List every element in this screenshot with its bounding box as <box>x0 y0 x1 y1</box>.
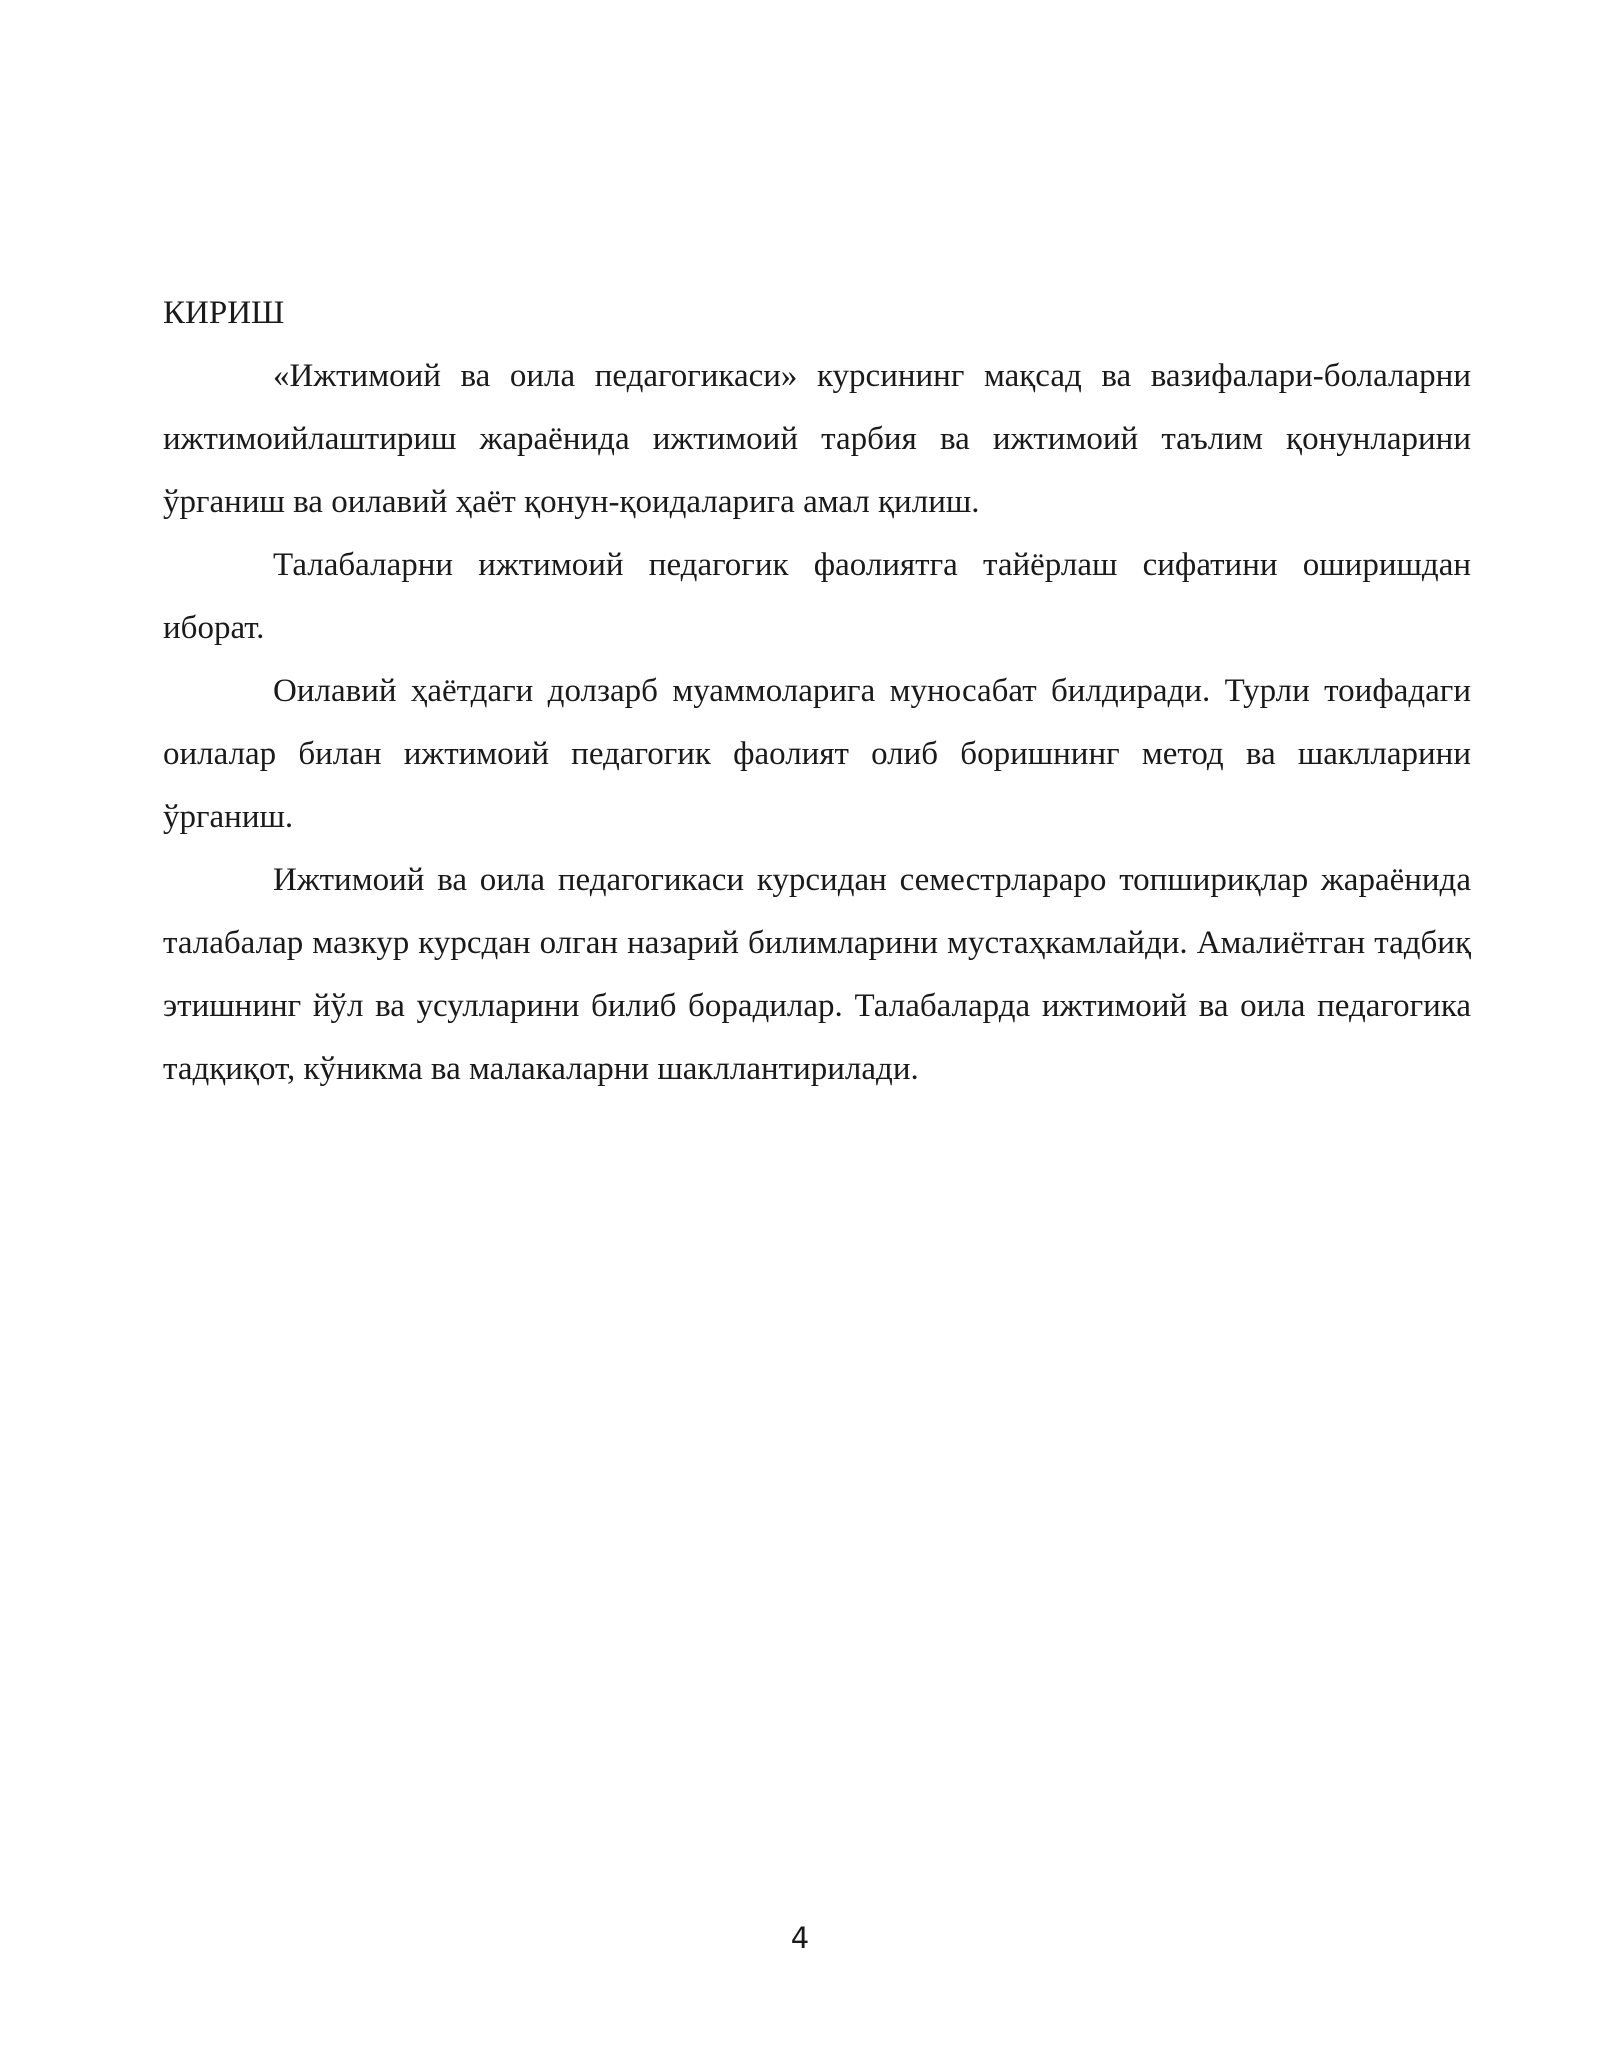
paragraph-3: Оилавий ҳаётдаги долзарб муаммоларига муносабат билдиради. Турли тоифадаги оилалар билан ижтимоий педагогик фаолият олиб боришнинг метод ва шаклларини ўрганиш. <box>163 673 1471 835</box>
section-heading: КИРИШ <box>163 295 285 331</box>
paragraph-4: Ижтимоий ва оила педагогикаси курсидан семестрлараро топшириқлар жараёнида талабалар мазкур курсдан олган назарий билимларини мустаҳкамлайди. Амалиётган тадбиқ этишнинг йўл ва усулларини билиб борадилар. Талабаларда ижтимоий ва оила педагогика тадқиқот, кўникма ва малакаларни шакллантирилади. <box>163 862 1471 1087</box>
page-number: 4 <box>790 1921 810 1955</box>
paragraph-1: «Ижтимоий ва оила педагогикаси» курсининг мақсад ва вазифалари-болаларни ижтимоийлаштириш жараёнида ижтимоий тарбия ва ижтимоий таълим қонунларини ўрганиш ва оилавий ҳаёт қонун-қоидаларига амал қилиш. <box>163 358 1471 520</box>
paragraph-2: Талабаларни ижтимоий педагогик фаолиятга тайёрлаш сифатини оширишдан иборат. <box>163 547 1471 646</box>
document-body <box>163 282 1471 1101</box>
